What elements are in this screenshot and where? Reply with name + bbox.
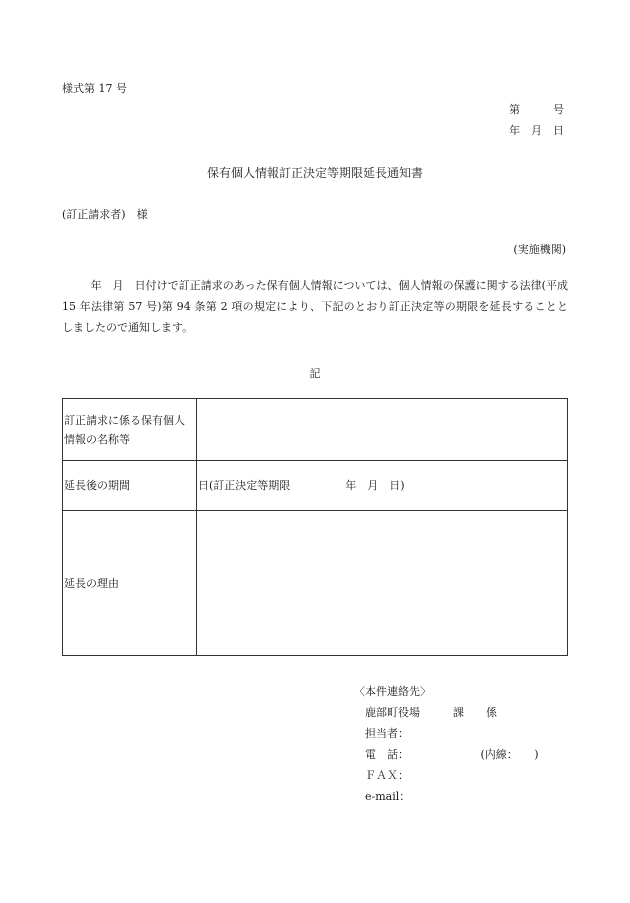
contact-phone: 電 話： (内線： ) — [354, 748, 539, 761]
document-title: 保有個人情報訂正決定等期限延長通知書 — [206, 166, 423, 180]
contact-block — [354, 681, 539, 807]
addressee: (訂正請求者) 様 — [62, 208, 148, 221]
table-row-extended-period — [63, 461, 568, 511]
contact-heading: 〈本件連絡先〉 — [354, 685, 431, 698]
document-number: 第 号 — [509, 103, 564, 116]
contact-fax: ＦＡＸ： — [354, 769, 409, 782]
table-label-extended-period: 延長後の期間 — [63, 461, 197, 511]
table-label-extension-reason: 延長の理由 — [63, 511, 197, 656]
detail-table — [62, 398, 568, 656]
document-date: 年 月 日 — [509, 124, 564, 137]
ki-label: 記 — [309, 367, 321, 380]
table-value-extended-period[interactable]: 日(訂正決定等期限 年 月 日) — [197, 461, 568, 511]
issuing-agency: (実施機関) — [513, 243, 566, 256]
table-row-extension-reason — [63, 511, 568, 656]
contact-email: e-mail： — [354, 790, 411, 803]
contact-office: 鹿部町役場 課 係 — [354, 706, 497, 719]
table-value-info-name[interactable] — [197, 399, 568, 461]
table-label-info-name: 訂正請求に係る保有個人情報の名称等 — [63, 399, 197, 461]
table-row-info-name — [63, 399, 568, 461]
body-paragraph: 年 月 日付けで訂正請求のあった保有個人情報については、個人情報の保護に関する法律(平成 15 年法律第 57 号)第 94 条第 2 項の規定により、下記のとおり訂正決定等の期限を延長することとしましたので通知します。 — [62, 279, 568, 334]
form-number: 様式第 17 号 — [62, 82, 127, 95]
table-value-extension-reason[interactable] — [197, 511, 568, 656]
contact-person: 担当者： — [354, 727, 409, 740]
